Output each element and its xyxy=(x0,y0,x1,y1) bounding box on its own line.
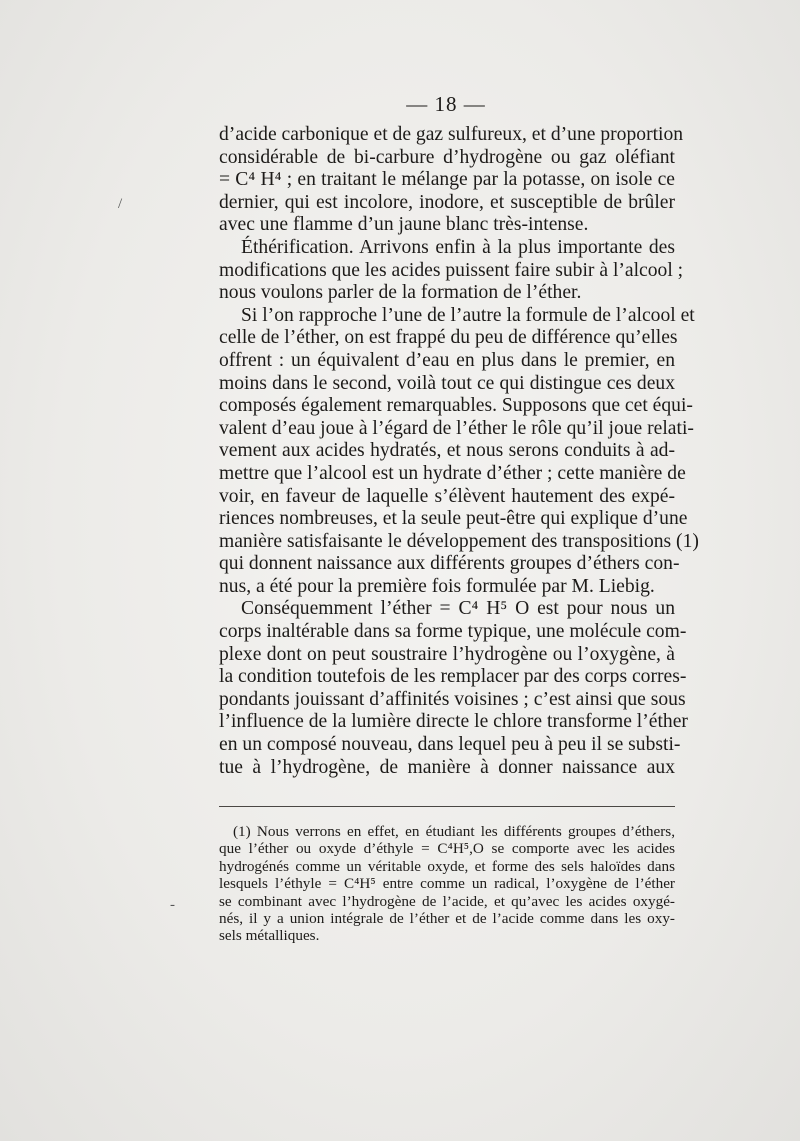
body-line: en un composé nouveau, dans lequel peu à peu il se substi- xyxy=(219,734,681,756)
body-line: Si l’on rapproche l’une de l’autre la formule de l’alcool et xyxy=(241,304,695,326)
body-line: Conséquemment l’éther = C⁴ H⁵ O est pour nous un xyxy=(241,598,675,620)
body-line: dernier, qui est incolore, inodore, et susceptible de brûler xyxy=(219,191,675,213)
body-line: tue à l’hydrogène, de manière à donner naissance aux xyxy=(219,756,675,778)
body-line: pondants jouissant d’affinités voisines ; c’est ainsi que sous xyxy=(219,688,686,710)
margin-mark: / xyxy=(118,196,123,212)
body-line: composés également remarquables. Supposons que cet équi- xyxy=(219,395,693,417)
footnote-line: sels métalliques. xyxy=(219,927,320,945)
body-line: voir, en faveur de laquelle s’élèvent hautement des expé- xyxy=(219,485,675,507)
body-line: valent d’eau joue à l’égard de l’éther le rôle qu’il joue relati- xyxy=(219,417,694,439)
body-line: celle de l’éther, on est frappé du peu de différence qu’elles xyxy=(219,327,678,349)
body-line: mettre que l’alcool est un hydrate d’éther ; cette manière de xyxy=(219,462,686,484)
body-line: = C⁴ H⁴ ; en traitant le mélange par la potasse, on isole ce xyxy=(219,169,675,191)
footnote-line: nés, il y a union intégrale de l’éther et de l’acide comme dans les oxy- xyxy=(219,909,675,927)
footnote-line: se combinant avec l’hydrogène de l’acide, et qu’avec les acides oxygé- xyxy=(219,892,675,910)
footnote-line: lesquels l’éthyle = C⁴H⁵ entre comme un radical, l’oxygène de l’éther xyxy=(219,875,675,893)
body-line: nus, a été pour la première fois formulée par M. Liebig. xyxy=(219,575,655,597)
body-line: qui donnent naissance aux différents groupes d’éthers con- xyxy=(219,553,680,575)
body-text xyxy=(219,124,699,779)
body-line: avec une flamme d’un jaune blanc très-intense. xyxy=(219,214,589,236)
body-line: nous voulons parler de la formation de l’éther. xyxy=(219,282,582,304)
body-line: l’influence de la lumière directe le chlore transforme l’éther xyxy=(219,711,688,733)
body-line: riences nombreuses, et la seule peut-être qui explique d’une xyxy=(219,508,688,530)
footnote-line: (1) Nous verrons en effet, en étudiant les différents groupes d’éthers, xyxy=(233,823,675,840)
footnote-line: hydrogénés comme un véritable oxyde, et forme des sels haloïdes dans xyxy=(219,857,675,875)
body-line: manière satisfaisante le développement des transpositions (1) xyxy=(219,530,699,552)
footnote-divider xyxy=(219,806,675,807)
body-line: plexe dont on peut soustraire l’hydrogène ou l’oxygène, à xyxy=(219,643,675,665)
body-line: vement aux acides hydratés, et nous serons conduits à ad- xyxy=(219,440,675,462)
body-line: considérable de bi-carbure d’hydrogène ou gaz oléfiant xyxy=(219,146,675,168)
body-line: d’acide carbonique et de gaz sulfureux, et d’une proportion xyxy=(219,124,684,145)
footnote xyxy=(219,823,675,945)
body-line: corps inaltérable dans sa forme typique, une molécule com- xyxy=(219,621,687,643)
page-number: — 18 — xyxy=(406,92,486,116)
footnote-line: que l’éther ou oxyde d’éthyle = C⁴H⁵,O se comporte avec les acides xyxy=(219,840,675,858)
body-line: modifications que les acides puissent faire subir à l’alcool ; xyxy=(219,259,684,281)
body-line: moins dans le second, voilà tout ce qui distingue ces deux xyxy=(219,372,675,394)
margin-mark: - xyxy=(170,897,175,913)
body-line: Éthérification. Arrivons enfin à la plus importante des xyxy=(241,236,675,258)
body-line: offrent : un équivalent d’eau en plus dans le premier, en xyxy=(219,349,675,371)
body-line: la condition toutefois de les remplacer par des corps corres- xyxy=(219,666,687,688)
